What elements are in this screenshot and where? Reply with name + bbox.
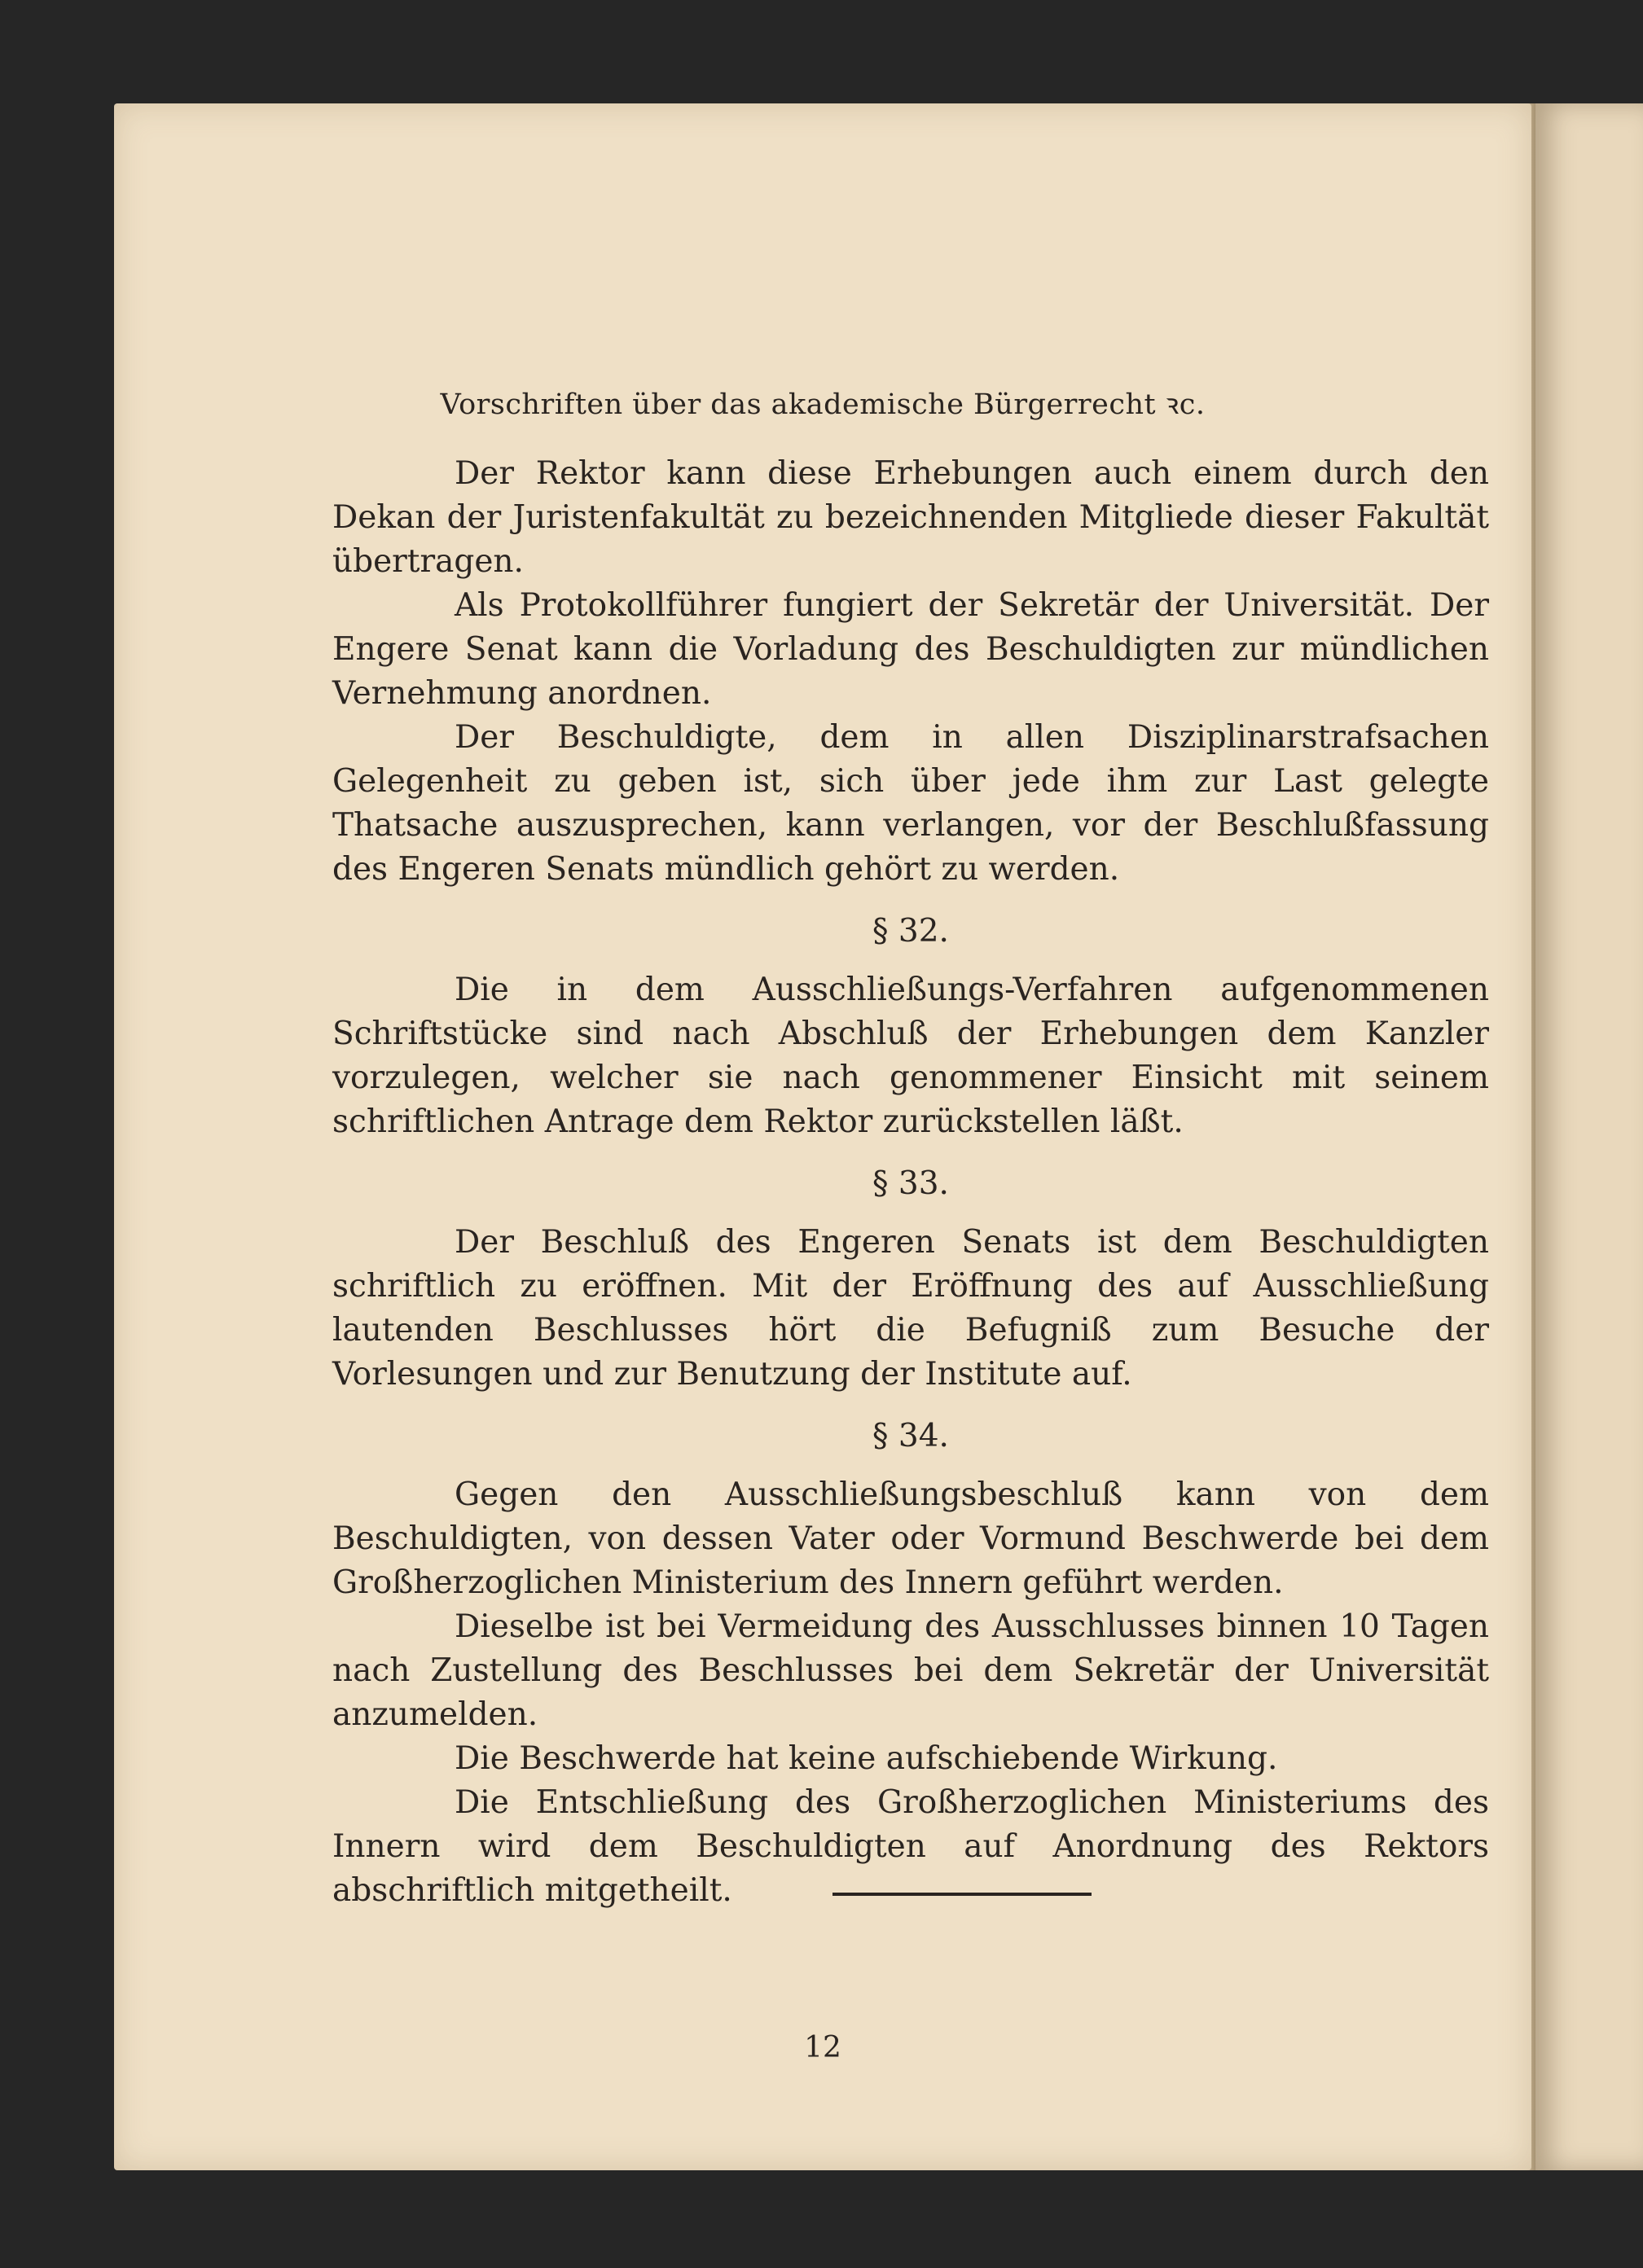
section-heading-32: § 32.	[872, 913, 949, 950]
section-heading-33: § 33.	[872, 1165, 949, 1202]
paragraph: Als Protokollführer fungiert der Sekretär der Universität. Der Engere Senat kann die Vorladung des Beschuldigten zur mündlichen Vernehmung anordnen.	[332, 587, 1489, 712]
document-page	[114, 103, 1531, 2170]
paragraph: Der Beschuldigte, dem in allen Disziplinarstrafsachen Gelegenheit zu geben ist, sich über jede ihm zur Last gelegte Thatsache auszusprechen, kann verlangen, vor der Beschlußfassung des Engeren Senats mündlich gehört zu werden.	[332, 719, 1489, 888]
paragraph: Der Rektor kann diese Erhebungen auch einem durch den Dekan der Juristenfakultät zu bezeichnenden Mitgliede dieser Fakultät übertragen.	[332, 455, 1489, 580]
section-heading-34: § 34.	[872, 1418, 949, 1454]
page-number: 12	[804, 2031, 841, 2064]
paragraph: Gegen den Ausschließungsbeschluß kann von dem Beschuldigten, von dessen Vater oder Vormund Beschwerde bei dem Großherzoglichen Ministerium des Innern geführt werden.	[332, 1476, 1489, 1601]
paragraph: Der Beschluß des Engeren Senats ist dem Beschuldigten schriftlich zu eröffnen. Mit der Eröffnung des auf Ausschließung lautenden Beschlusses hört die Befugniß zum Besuche der Vorlesungen und zur Benutzung der Institute auf.	[332, 1224, 1489, 1393]
closing-rule	[832, 1893, 1092, 1896]
paragraph: Die Entschließung des Großherzoglichen Ministeriums des Innern wird dem Beschuldigten auf Anordnung des Rektors abschriftlich mitgetheilt.	[332, 1784, 1489, 1909]
paragraph: Die Beschwerde hat keine aufschiebende Wirkung.	[455, 1740, 1278, 1777]
paragraph: Dieselbe ist bei Vermeidung des Ausschlusses binnen 10 Tagen nach Zustellung des Beschlusses bei dem Sekretär der Universität anzumelden.	[332, 1608, 1489, 1733]
paragraph: Die in dem Ausschließungs-Verfahren aufgenommenen Schriftstücke sind nach Abschluß der Erhebungen dem Kanzler vorzulegen, welcher sie nach genommener Einsicht mit seinem schriftlichen Antrage dem Rektor zurückstellen läßt.	[332, 972, 1489, 1140]
running-head: Vorschriften über das akademische Bürgerrecht ꝛc.	[440, 388, 1206, 421]
facing-page-edge	[1535, 103, 1643, 2170]
body-text	[332, 452, 1489, 1913]
